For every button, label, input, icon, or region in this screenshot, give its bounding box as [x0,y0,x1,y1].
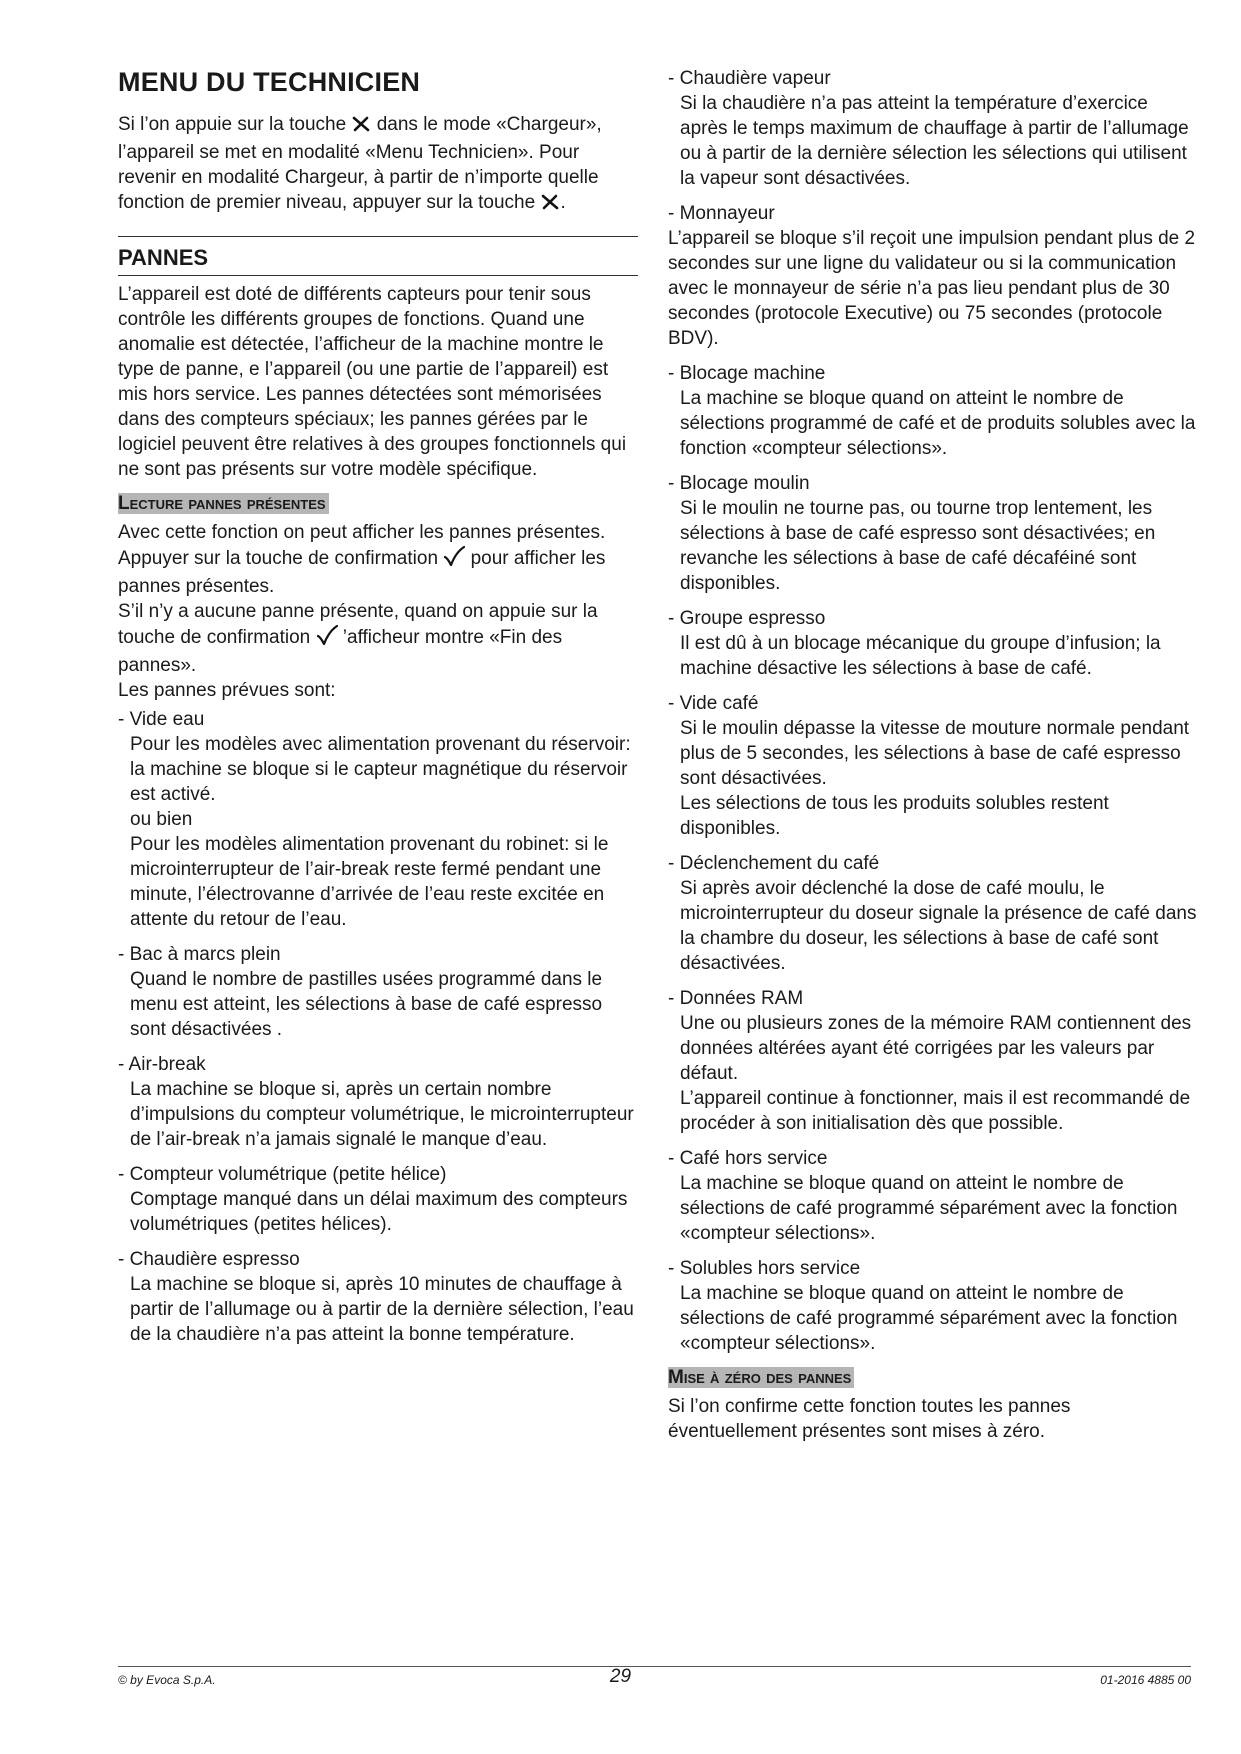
list-item-body: Il est dû à un blocage mécanique du groupe d’infusion; la machine désactive les sélections à base de café. [680,633,1161,679]
checkmark-icon [443,545,465,574]
list-item [118,942,638,1042]
list-item [668,1146,1200,1246]
list-item-monnayeur [668,201,1200,351]
list-item-body: Pour les modèles alimentation provenant du robinet: si le microinterrupteur de l’air-break reste fermé pendant une minute, l’électrovanne d’arrivée de l’eau reste excitée en attente du retour de l’eau. [130,834,609,930]
pannes-paragraph: L’appareil est doté de différents capteurs pour tenir sous contrôle les différents groupes de fonctions. Quand une anomalie est détectée, l’afficheur de la machine montre le type de panne, e l’appareil (ou une partie de l’appareil) est mis hors service. Les pannes détectées sont mémorisées dans des compteurs spéciaux; les pannes gérées par le logiciel peuvent être relatives à des groupes fonctionnels qui ne sont pas présents sur votre modèle spécifique. [118,284,627,480]
list-item-body: Les sélections de tous les produits solubles restent disponibles. [680,793,1109,839]
list-item-body: La machine se bloque si, après 10 minutes de chauffage à partir de l’allumage ou à partir de la dernière sélection, l’eau de la chaudière n’a pas atteint la bonne température. [130,1274,634,1345]
lecture-text-3a: S’il n’y a aucune panne présente, quand on appuie sur la touche de confirmation [118,601,598,648]
list-item [118,1162,638,1237]
list-item [668,1256,1200,1356]
list-item-body: Si la chaudière n’a pas atteint la température d’exercice après le temps maximum de chauffage à partir de l’allumage ou à partir de la dernière sélection les sélections qui utilisent la vapeur sont désactivées. [680,93,1189,189]
page-number: 29 [609,1666,632,1687]
subsection-heading-text: Lecture pannes présentes [118,493,329,514]
intro-text-3: . [560,192,566,213]
list-item-title: - Café hors service [668,1148,828,1169]
x-key-icon [540,193,560,218]
list-item [118,1247,638,1347]
mise-paragraph: Si l’on confirme cette fonction toutes les pannes éventuellement présentes sont mises à zéro. [668,1396,1071,1442]
list-item-title: - Compteur volumétrique (petite hélice) [118,1164,447,1185]
list-item-body: La machine se bloque si, après un certain nombre d’impulsions du compteur volumétrique, le microinterrupteur de l’air-break n’a jamais signalé le manque d’eau. [130,1079,634,1150]
subsection-heading-text: Mise à zéro des pannes [668,1367,854,1388]
list-item-body: L’appareil continue à fonctionner, mais il est recommandé de procéder à son initialisation dès que possible. [680,1088,1191,1134]
x-key-icon [351,115,371,140]
left-column [118,66,638,1357]
list-item-title: - Vide café [668,693,759,714]
right-fault-list-a [668,66,1200,191]
lecture-paragraph-2 [118,545,638,599]
list-item-body: Pour les modèles avec alimentation provenant du réservoir: la machine se bloque si le capteur magnétique du réservoir est activé. [130,734,631,805]
list-item-title: - Groupe espresso [668,608,826,629]
list-item-body: La machine se bloque quand on atteint le nombre de sélections de café programmé séparément avec la fonction «compteur sélections». [680,1173,1178,1244]
list-item [668,66,1200,191]
list-item-title: - Données RAM [668,988,804,1009]
footer-doc-code: 01-2016 4885 00 [1100,1673,1191,1687]
list-item-body: Quand le nombre de pastilles usées programmé dans le menu est atteint, les sélections à base de café espresso sont désactivées . [130,969,603,1040]
checkmark-icon [316,624,338,653]
list-item [668,851,1200,976]
list-item-body: Une ou plusieurs zones de la mémoire RAM contiennent des données altérées ayant été corrigées par les valeurs par défaut. [680,1013,1192,1084]
list-item-body: Si après avoir déclenché la dose de café moulu, le microinterrupteur du doseur signale la présence de café dans la chambre du doseur, les sélections à base de café sont désactivées. [680,878,1197,974]
lecture-text-2a: Appuyer sur la touche de confirmation [118,548,439,569]
list-item-body: Comptage manqué dans un délai maximum des compteurs volumétriques (petites hélices). [130,1189,628,1235]
list-item [118,1052,638,1152]
list-item [118,707,638,932]
list-item-title: - Vide eau [118,709,205,730]
intro-text-1: Si l’on appuie sur la touche [118,114,347,135]
list-item-body: La machine se bloque quand on atteint le nombre de sélections programmé de café et de produits solubles avec la fonction «compteur sélections». [680,388,1196,459]
list-item [668,986,1200,1136]
list-item [668,691,1200,841]
list-item-title: - Monnayeur [668,203,775,224]
subsection-heading-lecture [118,492,638,516]
subsection-heading-mise [668,1366,1200,1390]
section-heading-pannes: PANNES [118,236,638,276]
page-title: MENU DU TECHNICIEN [118,67,421,97]
list-item-title: - Air-break [118,1054,206,1075]
list-item-title: - Solubles hors service [668,1258,861,1279]
footer-copyright: © by Evoca S.p.A. [118,1673,216,1687]
list-item-title: - Déclenchement du café [668,853,880,874]
list-item-body: Si le moulin dépasse la vitesse de mouture normale pendant plus de 5 secondes, les sélections à base de café espresso sont désactivées. [680,718,1190,789]
intro-text-2: dans le mode «Chargeur», l’appareil se met en modalité «Menu Technicien». Pour revenir en modalité Chargeur, à partir de n’importe quelle fonction de premier niveau, appuyer sur la touche [118,114,602,213]
list-item-body: La machine se bloque quand on atteint le nombre de sélections de café programmé séparément avec la fonction «compteur sélections». [680,1283,1178,1354]
list-item-body: ou bien [130,809,193,830]
lecture-paragraph-4: Les pannes prévues sont: [118,680,336,701]
lecture-paragraph-3 [118,599,638,678]
list-item-title: - Blocage moulin [668,473,810,494]
lecture-text-2b: pour afficher les pannes présentes. [118,548,606,597]
list-item-body: L’appareil se bloque s’il reçoit une impulsion pendant plus de 2 secondes sur une ligne du validateur ou si la communication avec le monnayeur de série n’a pas lieu pendant plus de 30 secondes (protocole Executive) ou 75 secondes (protocole BDV). [668,228,1196,349]
right-column [668,66,1200,1444]
list-item [668,361,1200,461]
lecture-paragraph-1: Avec cette fonction on peut afficher les pannes présentes. [118,522,606,543]
intro-paragraph [118,112,638,218]
list-item-title: - Chaudière vapeur [668,68,831,89]
list-item [668,606,1200,681]
list-item [668,471,1200,596]
left-fault-list [118,707,638,1347]
list-item-title: - Bac à marcs plein [118,944,281,965]
list-item-body: Si le moulin ne tourne pas, ou tourne trop lentement, les sélections à base de café espresso sont désactivées; en revanche les sélections à base de café décaféiné sont disponibles. [680,498,1156,594]
right-fault-list-b [668,361,1200,1356]
lecture-text-3b: ’afficheur montre «Fin des pannes». [118,627,563,676]
list-item-title: - Chaudière espresso [118,1249,300,1270]
list-item-title: - Blocage machine [668,363,826,384]
